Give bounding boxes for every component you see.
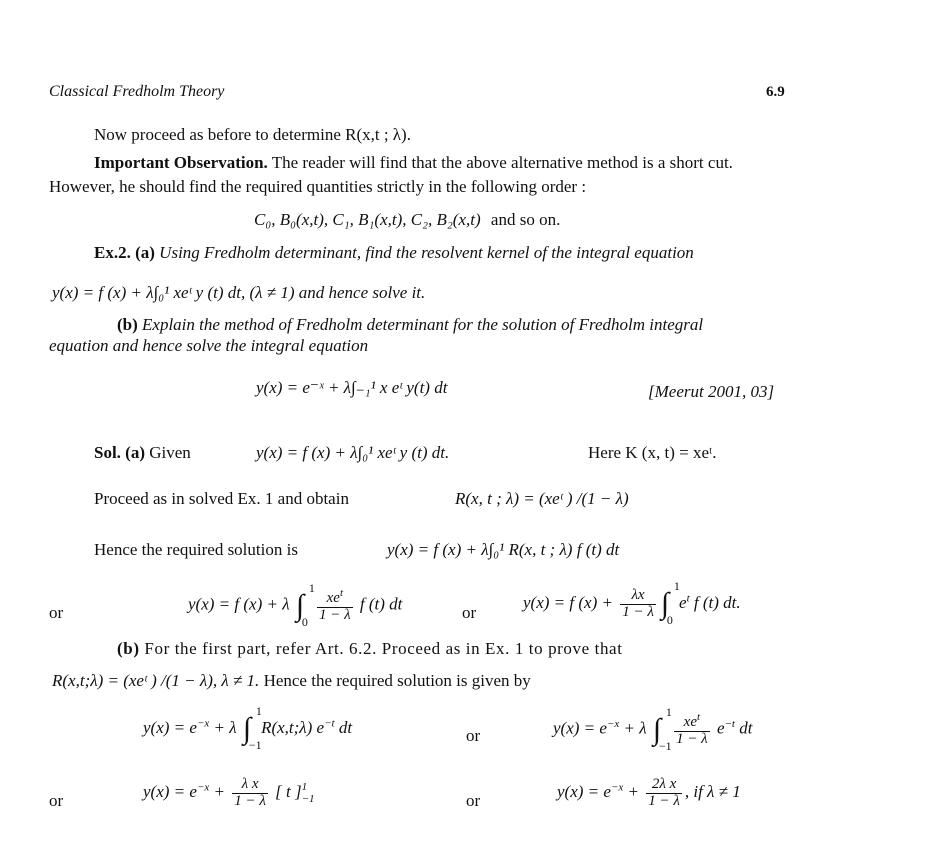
sequence-tail: and so on. xyxy=(490,210,561,229)
part-b-text: For the first part, refer Art. 6.2. Proceed as in Ex. 1 to prove that xyxy=(139,639,623,658)
or-connector: or xyxy=(49,603,64,622)
final-form-3: $y(x) = e^{-x}$ + $\frac{\text{λ x}}{1 - \lambda}$ [ t ] 1 −1 xyxy=(143,776,315,809)
part-b-label: (b) xyxy=(117,639,140,658)
sequence-line xyxy=(254,210,560,230)
example-b-text: Explain the method of Fredholm determinant for the solution of Fredholm integral xyxy=(137,315,704,334)
reference-citation: [Meerut 2001, 03] xyxy=(648,382,775,401)
integral-sign-icon: ∫ 1 0 xyxy=(660,579,680,628)
resolvent-kernel: R(x, t ; λ) = (xeᵗ ) /(1 − λ) xyxy=(455,489,629,508)
observation-label: Important Observation. xyxy=(94,153,268,172)
or-connector: or xyxy=(466,726,481,745)
hence-text: Hence the required solution is xyxy=(94,540,298,559)
integral-sign-icon: ∫ 1 0 xyxy=(295,580,315,629)
final-form-2: $y(x) = e^{-x} + \lambda$ ∫ 1 −1 $\frac{xe^t}{1 - \lambda}$ $e^{-t}$ dt xyxy=(553,704,753,753)
observation-line xyxy=(94,153,733,173)
example-a-equation-line xyxy=(52,283,425,303)
solution-equation: y(x) = f (x) + λ∫₀¹ R(x, t ; λ) f (t) dt xyxy=(387,540,620,559)
example-a-text: Using Fredholm determinant, find the resolvent kernel of the integral equation xyxy=(154,243,694,262)
solution-heading xyxy=(94,443,191,463)
solution-form-2: y(x) = f (x) + $\frac{\lambda x}{1 - \lambda}$ ∫ 1 0 $e^t$ f (t) dt. xyxy=(523,579,741,628)
intro-line: Now proceed as before to determine R(x,t ; λ). xyxy=(94,125,411,144)
condition: if λ ≠ 1 xyxy=(693,782,741,802)
final-form-1: $y(x) = e^{-x} + \lambda$ ∫ 1 −1 R(x,t;λ) $e^{-t}$ dt xyxy=(143,704,353,752)
example-a-equation: y(x) = f (x) + λ∫₀¹ xeᵗ y (t) dt, (λ ≠ 1) xyxy=(52,283,295,302)
example-b-label: (b) xyxy=(117,315,138,334)
final-form-4: $y(x) = e^{-x}$ + $\frac{\text{2λ x}}{1 - \lambda}$ , if λ ≠ 1 xyxy=(557,776,741,809)
given-equation: y(x) = f (x) + λ∫₀¹ xeᵗ y (t) dt. xyxy=(256,443,450,462)
page-number: 6.9 xyxy=(766,84,785,100)
part-b-tail: Hence the required solution is given by xyxy=(259,671,531,690)
example-b-heading xyxy=(117,315,703,335)
solution-label: Sol. (a) xyxy=(94,443,145,462)
part-b-equation-line xyxy=(52,671,531,691)
or-connector: or xyxy=(462,603,477,622)
observation-text: The reader will find that the above alternative method is a short cut. xyxy=(267,153,733,172)
running-title: Classical Fredholm Theory xyxy=(49,83,225,100)
observation-text-2: However, he should find the required quantities strictly in the following order : xyxy=(49,177,587,196)
or-connector: or xyxy=(49,791,64,810)
sequence: C₀, B₀(x,t), C₁, B₁(x,t), C₂, B₂(x,t) xyxy=(254,210,481,229)
or-connector: or xyxy=(466,791,481,810)
solution-form-1: y(x) = f (x) + λ ∫ 1 0 $\frac{xe^t}{1 - \lambda}$ f (t) dt xyxy=(188,580,403,629)
integral-sign-icon: ∫ 1 −1 xyxy=(652,704,672,753)
example-heading xyxy=(94,243,694,263)
integral-sign-icon: ∫ 1 −1 xyxy=(242,704,262,752)
solution-given: Given xyxy=(145,443,191,462)
example-b-equation: y(x) = e⁻ˣ + λ∫₋₁¹ x eᵗ y(t) dt xyxy=(256,378,448,397)
part-b-equation: R(x,t;λ) = (xeᵗ ) /(1 − λ), λ ≠ 1. xyxy=(52,671,260,690)
example-a-tail: and hence solve it. xyxy=(298,283,426,302)
example-label: Ex.2. (a) xyxy=(94,243,155,262)
part-b-heading xyxy=(117,639,623,659)
kernel-note: Here K (x, t) = xeᵗ. xyxy=(588,443,717,462)
proceed-text: Proceed as in solved Ex. 1 and obtain xyxy=(94,489,349,508)
example-b-text-2: equation and hence solve the integral equation xyxy=(49,336,369,355)
